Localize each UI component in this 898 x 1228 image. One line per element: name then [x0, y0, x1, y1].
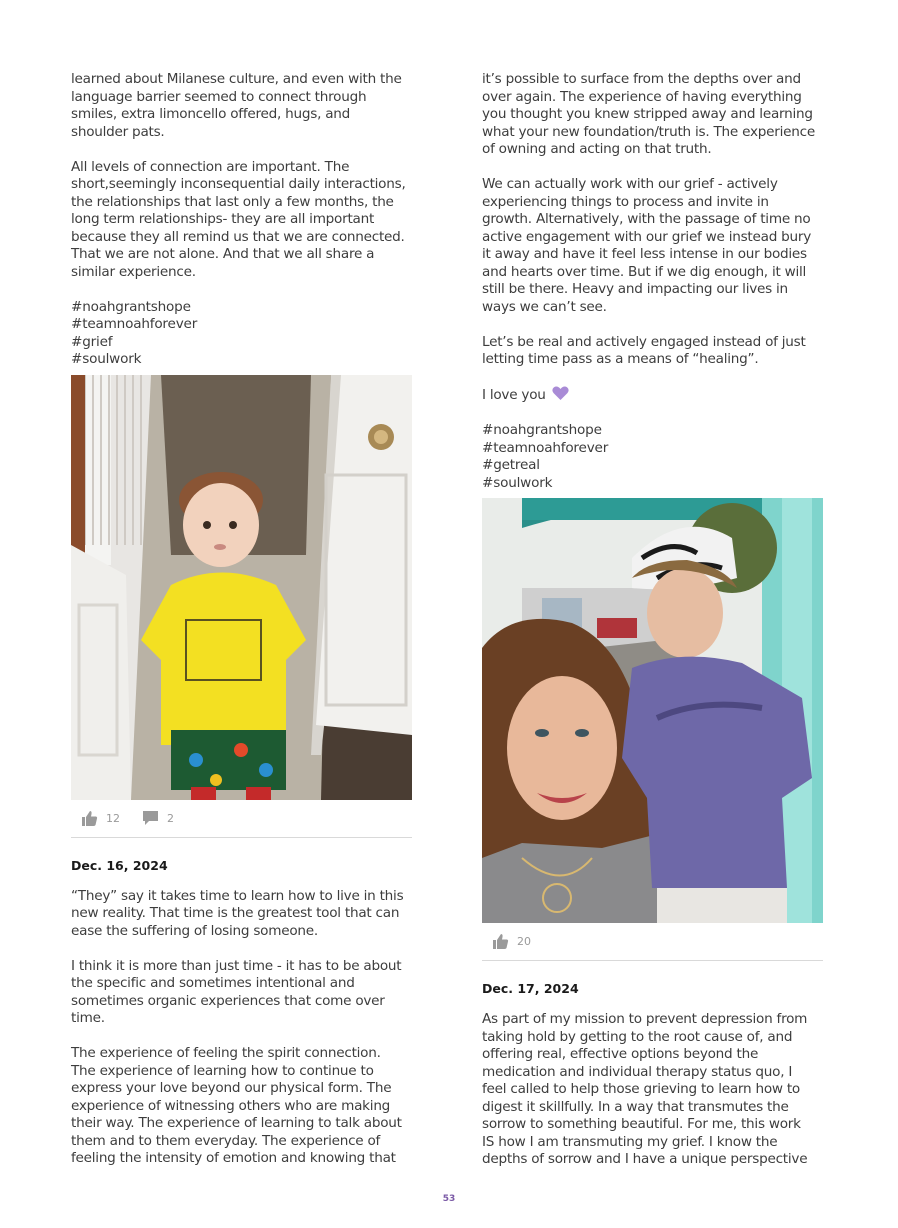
post-paragraph-3: The experience of feeling the spirit connection. The experience of learning how to continue to express your love beyond our physical form. The experience of witnessing others who are making their way. The experience of learning to talk about them and to them everyday. The experience of feeling the intensity of emotion and knowing that — [71, 1045, 402, 1166]
comment-icon[interactable] — [142, 810, 159, 827]
hashtag-link[interactable]: #soulwork — [482, 474, 553, 491]
selfie-photo[interactable] — [482, 498, 823, 923]
hashtag-link[interactable]: #noahgrantshope — [71, 298, 191, 315]
hashtag-link[interactable]: #teamnoahforever — [71, 316, 198, 332]
left-post-reactions — [71, 800, 412, 838]
like-count: 12 — [106, 811, 120, 825]
hashtag-link[interactable]: #noahgrantshope — [482, 422, 602, 438]
thumbs-up-icon[interactable] — [81, 810, 98, 827]
left-column — [71, 71, 412, 1168]
page-number: 53 — [442, 1194, 456, 1204]
love-line — [482, 386, 823, 405]
purple-heart-icon — [552, 386, 569, 401]
post-paragraph-2: I think it is more than just time - it has to be about the specific and sometimes intentional and sometimes organic experiences that come over time. — [71, 957, 402, 1026]
post-paragraph-1: As part of my mission to prevent depression from taking hold by getting to the root cause of, and offering real, effective options beyond the medication and individual therapy status quo, I feel called to help those grieving to learn how to digest it skillfully. In a way that transmutes the sorrow to something beautiful. For me, this work IS how I am transmuting my grief. I know the depths of sorrow and I have a unique perspective — [482, 1011, 808, 1167]
love-text: I love you — [482, 387, 546, 403]
right-hashtags — [482, 422, 823, 492]
hashtag-link[interactable]: #soulwork — [71, 351, 142, 367]
right-post-reactions — [482, 923, 823, 961]
left-paragraph-2: All levels of connection are important. The short,seemingly inconsequential daily interactions, the relationships that last only a few months, the long term relationships- they are all important because they all remind us that we are connected. That we are not alone. And that we all share a similar experience. — [71, 158, 406, 280]
comment-count: 2 — [167, 811, 174, 825]
hashtag-link[interactable]: #grief — [71, 333, 113, 350]
right-paragraph-3: Let’s be real and actively engaged instead of just letting time pass as a means of “healing”. — [482, 333, 806, 367]
hashtag-link[interactable]: #teamnoahforever — [482, 439, 609, 456]
left-hashtags — [71, 299, 412, 369]
thumbs-up-icon[interactable] — [492, 933, 509, 950]
post-paragraph-1: “They” say it takes time to learn how to live in this new reality. That time is the greatest tool that can ease the suffering of losing someone. — [71, 887, 404, 939]
left-paragraph-1: learned about Milanese culture, and even with the language barrier seemed to connect through smiles, extra limoncello offered, hugs, and shoulder pats. — [71, 71, 402, 140]
post-date: Dec. 17, 2024 — [482, 981, 579, 996]
toddler-photo[interactable] — [71, 375, 412, 800]
right-paragraph-2: We can actually work with our grief - actively experiencing things to process and invite in growth. Alternatively, with the passage of time no active engagement with our grief we instead bury it away and have it feel less intense in our bodies and hearts over time. But if we dig enough, it will still be there. Heavy and impacting our lives in ways we can’t see. — [482, 176, 812, 315]
right-paragraph-1: it’s possible to surface from the depths over and over again. The experience of having everything you thought you knew stripped away and learning what your new foundation/truth is. The experience of owning and acting on that truth. — [482, 71, 815, 157]
hashtag-link[interactable]: #getreal — [482, 457, 540, 473]
post-date: Dec. 16, 2024 — [71, 857, 168, 873]
right-column — [482, 71, 823, 1169]
like-count: 20 — [517, 935, 531, 948]
